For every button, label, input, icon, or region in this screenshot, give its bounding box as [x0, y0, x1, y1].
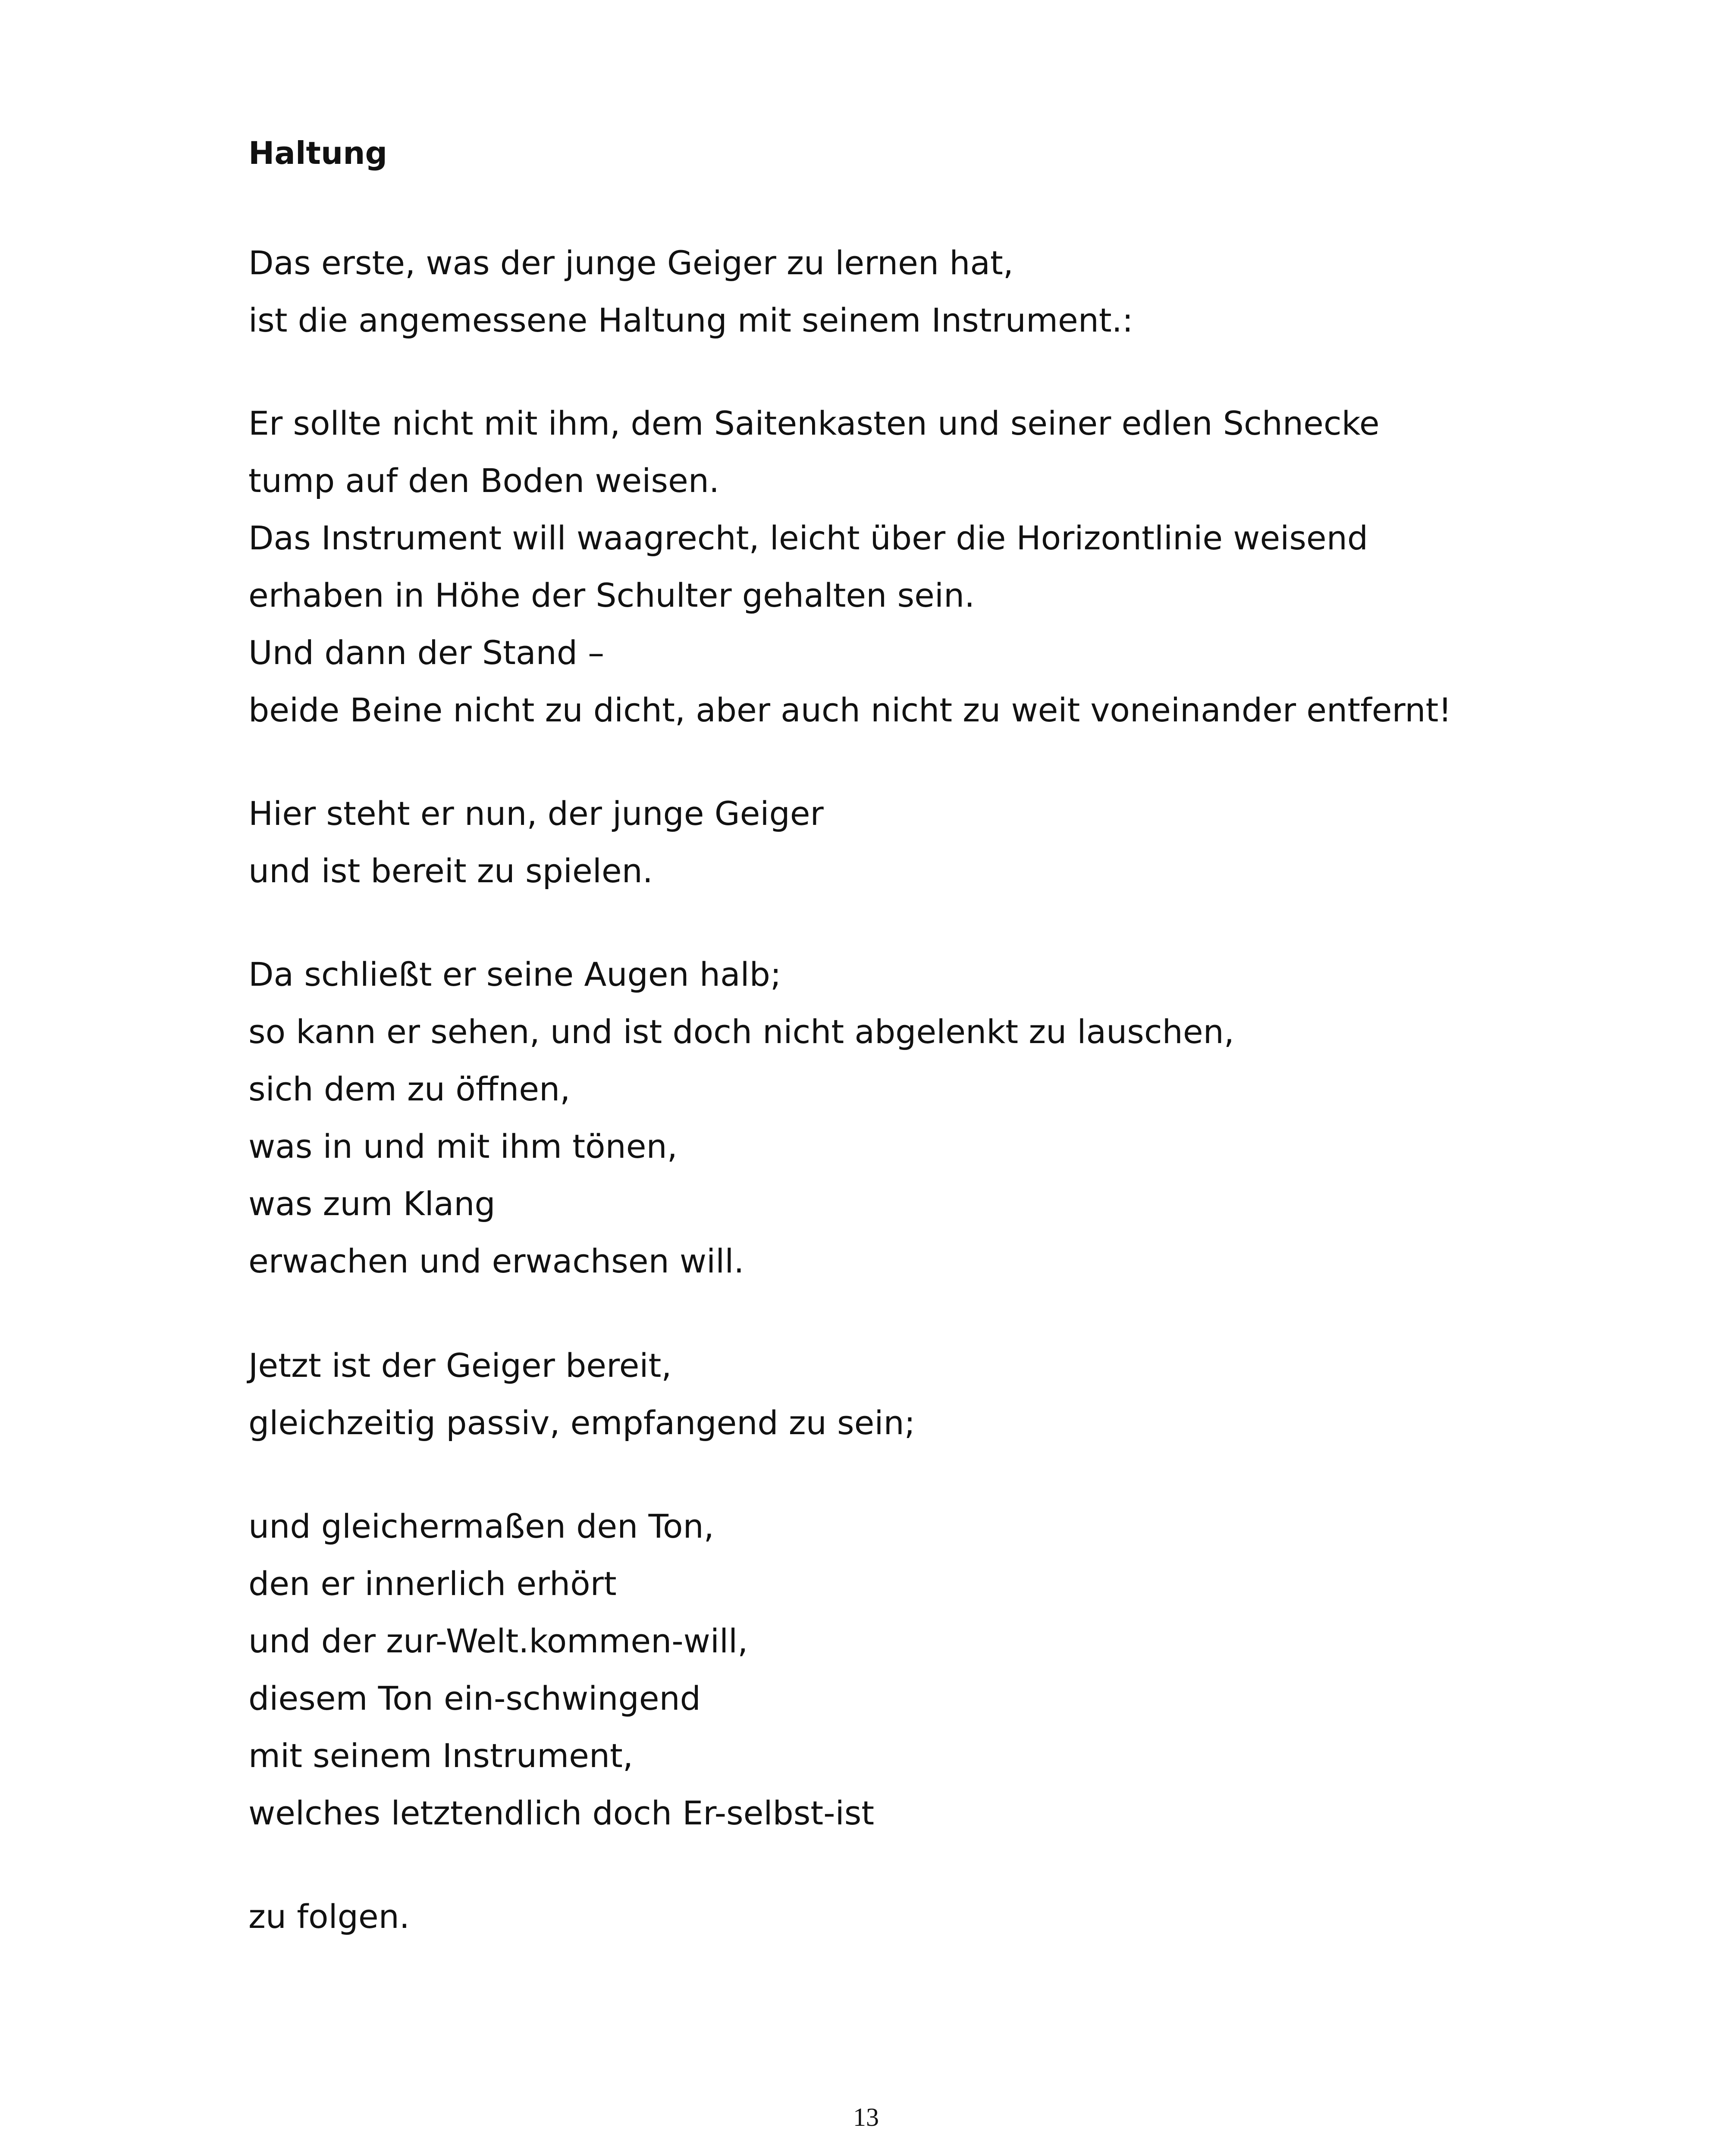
- stanza-5: [248, 1337, 915, 1451]
- text-line: Er sollte nicht mit ihm, dem Saitenkasten und seiner edlen Schnecke: [248, 404, 1380, 442]
- text-line: welches letztendlich doch Er-selbst-ist: [248, 1794, 875, 1832]
- text-line: Das Instrument will waagrecht, leicht über die Horizontlinie weisend: [248, 519, 1368, 557]
- text-line: beide Beine nicht zu dicht, aber auch nicht zu weit voneinander entfernt!: [248, 691, 1452, 729]
- document-title: Haltung: [248, 135, 387, 171]
- text-line: was in und mit ihm tönen,: [248, 1127, 678, 1166]
- text-line: erhaben in Höhe der Schulter gehalten sein.: [248, 576, 975, 614]
- text-line: tump auf den Boden weisen.: [248, 461, 720, 500]
- text-line: sich dem zu öffnen,: [248, 1070, 571, 1108]
- text-line: so kann er sehen, und ist doch nicht abgelenkt zu lauschen,: [248, 1012, 1234, 1051]
- text-line: Jetzt ist der Geiger bereit,: [248, 1346, 672, 1385]
- stanza-7: [248, 1888, 410, 1945]
- text-line: diesem Ton ein-schwingend: [248, 1679, 701, 1717]
- text-line: Da schließt er seine Augen halb;: [248, 955, 781, 993]
- stanza-4: [248, 946, 1234, 1290]
- text-line: Das erste, was der junge Geiger zu lernen hat,: [248, 244, 1013, 282]
- text-line: den er innerlich erhört: [248, 1564, 617, 1603]
- text-line: Hier steht er nun, der junge Geiger: [248, 794, 824, 833]
- stanza-2: [248, 395, 1452, 739]
- text-line: was zum Klang: [248, 1185, 496, 1223]
- text-line: erwachen und erwachsen will.: [248, 1242, 744, 1280]
- text-line: und der zur-Welt.kommen-will,: [248, 1622, 748, 1660]
- text-line: mit seinem Instrument,: [248, 1736, 633, 1775]
- text-line: und gleichermaßen den Ton,: [248, 1507, 714, 1545]
- text-line: gleichzeitig passiv, empfangend zu sein;: [248, 1404, 916, 1442]
- stanza-1: [248, 234, 1133, 349]
- text-line: Und dann der Stand –: [248, 633, 605, 672]
- page-number: 13: [853, 2103, 879, 2131]
- text-line: ist die angemessene Haltung mit seinem Instrument.:: [248, 301, 1133, 339]
- stanza-3: [248, 785, 824, 899]
- text-line: und ist bereit zu spielen.: [248, 852, 653, 890]
- stanza-6: [248, 1498, 874, 1842]
- text-line: zu folgen.: [248, 1897, 410, 1936]
